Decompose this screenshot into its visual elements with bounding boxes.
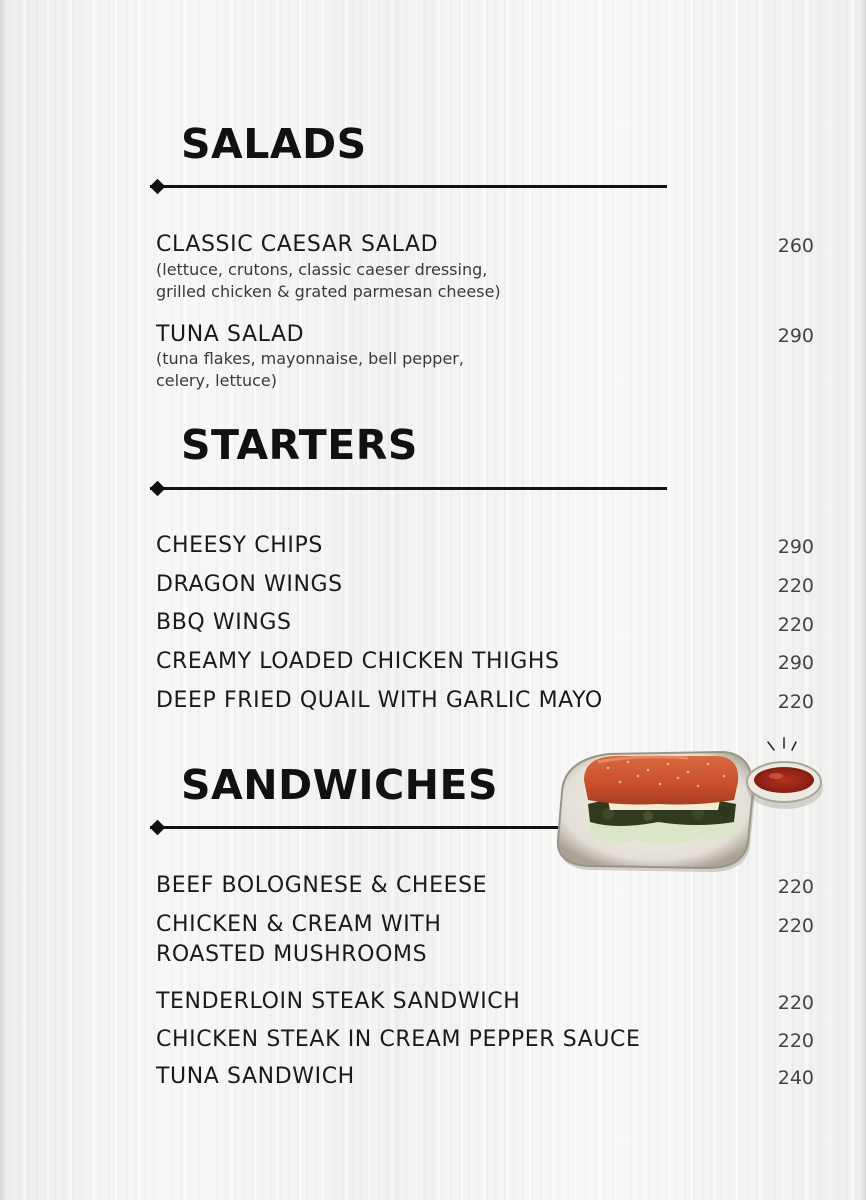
menu-item-price: 220: [777, 1030, 814, 1052]
menu-item-name: TUNA SANDWICH: [156, 1064, 355, 1089]
menu-item-price: 290: [777, 652, 814, 674]
menu-item-name: TUNA SALAD: [156, 322, 305, 347]
section-divider: [150, 185, 667, 188]
menu-item-name: CHICKEN STEAK IN CREAM PEPPER SAUCE: [156, 1027, 641, 1052]
menu-item-price: 220: [777, 915, 814, 937]
menu-item-price: 220: [777, 691, 814, 713]
page-edge-right: [860, 0, 866, 1200]
section-divider: [150, 826, 560, 829]
section-title-sandwiches: SANDWICHES: [181, 761, 499, 809]
menu-item-name: CLASSIC CAESAR SALAD: [156, 232, 439, 257]
menu-item-name: BBQ WINGS: [156, 610, 292, 635]
divider-diamond: [150, 820, 166, 836]
menu-item-description: (tuna flakes, mayonnaise, bell pepper, celery, lettuce): [156, 349, 464, 390]
menu-item-price: 290: [777, 536, 814, 558]
menu-item-name: CHICKEN & CREAM WITH: [156, 912, 442, 937]
menu-item-price: 220: [777, 614, 814, 636]
menu-item-name-continued: ROASTED MUSHROOMS: [156, 942, 428, 967]
section-title-starters: STARTERS: [181, 421, 418, 469]
menu-item-description: (lettuce, crutons, classic caeser dressing, grilled chicken & grated parmesan cheese): [156, 260, 501, 301]
menu-item-name: DRAGON WINGS: [156, 572, 343, 597]
menu-item-price: 220: [777, 575, 814, 597]
menu-item-price: 290: [777, 325, 814, 347]
menu-item-name: TENDERLOIN STEAK SANDWICH: [156, 989, 521, 1014]
divider-diamond: [150, 179, 166, 195]
page-edge-left: [0, 0, 7, 1200]
divider-diamond: [150, 481, 166, 497]
menu-item-price: 240: [777, 1067, 814, 1089]
section-divider: [150, 487, 667, 490]
menu-item-price: 220: [777, 992, 814, 1014]
sandwich-photo: [548, 730, 838, 880]
menu-item-name: CREAMY LOADED CHICKEN THIGHS: [156, 649, 560, 674]
menu-item-price: 220: [777, 876, 814, 898]
section-title-salads: SALADS: [181, 120, 367, 168]
menu-item-name: DEEP FRIED QUAIL WITH GARLIC MAYO: [156, 688, 603, 713]
menu-item-price: 260: [777, 235, 814, 257]
menu-item-name: CHEESY CHIPS: [156, 533, 323, 558]
menu-item-name: BEEF BOLOGNESE & CHEESE: [156, 873, 488, 898]
